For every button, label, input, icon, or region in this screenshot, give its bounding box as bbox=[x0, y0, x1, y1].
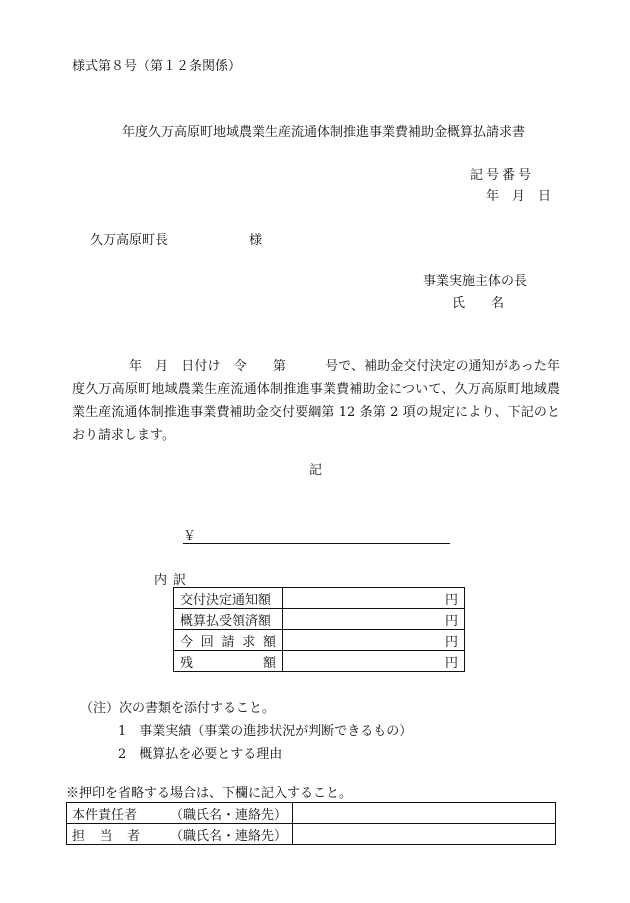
contact-entry[interactable] bbox=[293, 824, 556, 845]
contact-label bbox=[67, 803, 293, 824]
note-item: 1 事業実績（事業の進捗状況が判断できるもの） bbox=[118, 724, 413, 739]
table-row bbox=[174, 651, 465, 672]
request-body-text: 年 月 日付け 令 第 号で、補助金交付決定の通知があった年度久万高原町地域農業生産流通体制推進事業費補助金について、久万高原町地域農業生産流通体制推進事業費補助金交付要綱第 12 条第 2 項の規定により、下記のとおり請求します。 bbox=[72, 359, 560, 443]
table-row bbox=[67, 824, 556, 845]
contact-label bbox=[67, 824, 293, 845]
contact-detail: （職氏名・連絡先） bbox=[170, 828, 288, 844]
seal-omission-note: ※押印を省略する場合は、下欄に記入すること。 bbox=[66, 786, 353, 801]
addressee-mayor: 久万高原町長 bbox=[90, 233, 169, 248]
table-row bbox=[174, 588, 465, 609]
document-title: 年度久万高原町地域農業生産流通体制推進事業費補助金概算払請求書 bbox=[122, 125, 526, 140]
breakdown-value: 円 bbox=[283, 651, 465, 672]
date-line: 年 月 日 bbox=[486, 189, 552, 204]
table-row bbox=[67, 803, 556, 824]
reference-number: 記号番号 bbox=[470, 168, 535, 183]
breakdown-label: 概算払受領済額 bbox=[174, 609, 283, 630]
table-row bbox=[174, 609, 465, 630]
contact-detail: （職氏名・連絡先） bbox=[170, 807, 288, 823]
contact-role: 担 当 者 bbox=[72, 828, 140, 844]
form-number: 様式第８号（第１２条関係） bbox=[72, 59, 242, 74]
table-row bbox=[174, 630, 465, 651]
yen-symbol: ￥ bbox=[183, 529, 197, 544]
addressee-honorific: 様 bbox=[249, 233, 263, 248]
amount-line bbox=[183, 525, 450, 544]
breakdown-label: 残 額 bbox=[174, 651, 283, 672]
breakdown-label: 今 回 請 求 額 bbox=[174, 630, 283, 651]
applicant-title: 事業実施主体の長 bbox=[423, 274, 528, 289]
contact-entry[interactable] bbox=[293, 803, 556, 824]
breakdown-table bbox=[173, 587, 465, 672]
breakdown-heading: 内訳 bbox=[154, 573, 193, 588]
contact-table bbox=[66, 802, 556, 845]
breakdown-value: 円 bbox=[283, 609, 465, 630]
breakdown-value: 円 bbox=[283, 588, 465, 609]
notes-heading: （注）次の書類を添付すること。 bbox=[80, 701, 276, 716]
breakdown-label: 交付決定通知額 bbox=[174, 588, 283, 609]
note-item: 2 概算払を必要とする理由 bbox=[118, 747, 283, 762]
breakdown-value: 円 bbox=[283, 630, 465, 651]
contact-role: 本件責任者 bbox=[72, 807, 138, 823]
applicant-name-label: 氏 名 bbox=[452, 296, 505, 311]
ki-heading: 記 bbox=[309, 463, 323, 478]
